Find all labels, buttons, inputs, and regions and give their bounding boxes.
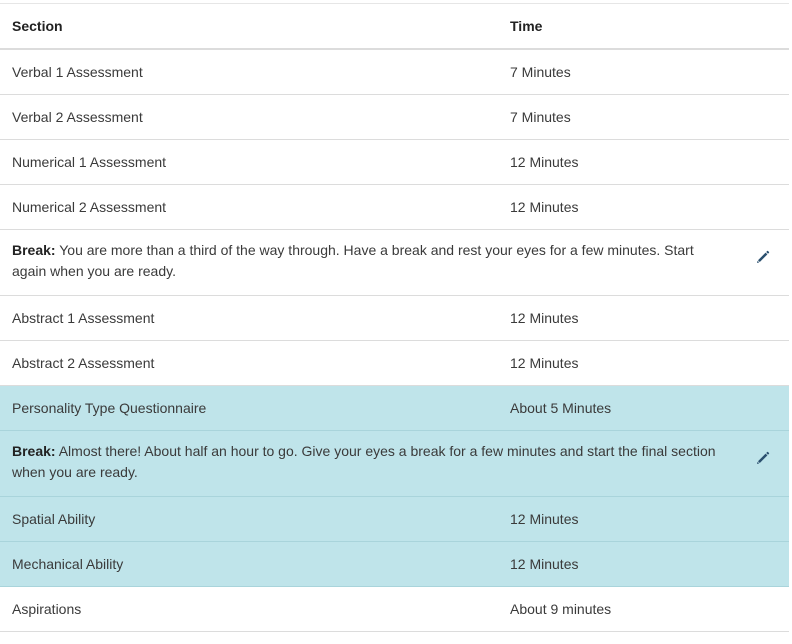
table-row-highlighted [0, 386, 789, 431]
time-cell: 12 Minutes [498, 185, 789, 230]
table-row [0, 140, 789, 185]
table-row [0, 341, 789, 386]
time-cell: About 5 Minutes [498, 386, 789, 431]
time-cell: 12 Minutes [498, 140, 789, 185]
section-cell: Spatial Ability [0, 497, 498, 542]
table-row [0, 587, 789, 632]
table-row-highlighted [0, 542, 789, 587]
section-cell: Numerical 1 Assessment [0, 140, 498, 185]
table-row [0, 95, 789, 140]
time-cell: 12 Minutes [498, 497, 789, 542]
section-column-header: Section [0, 4, 498, 49]
section-cell: Abstract 1 Assessment [0, 296, 498, 341]
table-row [0, 49, 789, 95]
time-cell: 7 Minutes [498, 49, 789, 95]
section-cell: Aspirations [0, 587, 498, 632]
schedule-table-container [0, 3, 789, 632]
break-text: You are more than a third of the way through. Have a break and rest your eyes for a few minutes. Start again when you are ready. [12, 242, 694, 279]
pencil-icon[interactable] [755, 249, 771, 265]
time-cell: About 9 minutes [498, 587, 789, 632]
section-cell: Verbal 2 Assessment [0, 95, 498, 140]
pencil-icon[interactable] [755, 450, 771, 466]
schedule-table [0, 4, 789, 632]
section-cell: Numerical 2 Assessment [0, 185, 498, 230]
break-row [0, 230, 789, 296]
break-label: Break: [12, 242, 56, 258]
section-cell: Mechanical Ability [0, 542, 498, 587]
break-cell [0, 230, 789, 296]
time-column-header: Time [498, 4, 789, 49]
break-row-highlighted [0, 431, 789, 497]
time-cell: 12 Minutes [498, 542, 789, 587]
table-row-highlighted [0, 497, 789, 542]
break-cell [0, 431, 789, 497]
time-cell: 12 Minutes [498, 341, 789, 386]
section-cell: Abstract 2 Assessment [0, 341, 498, 386]
section-cell: Personality Type Questionnaire [0, 386, 498, 431]
break-text: Almost there! About half an hour to go. Give your eyes a break for a few minutes and start the final section when you are ready. [12, 443, 716, 480]
time-cell: 12 Minutes [498, 296, 789, 341]
time-cell: 7 Minutes [498, 95, 789, 140]
table-row [0, 296, 789, 341]
table-header-row [0, 4, 789, 49]
section-cell: Verbal 1 Assessment [0, 49, 498, 95]
break-label: Break: [12, 443, 56, 459]
table-row [0, 185, 789, 230]
